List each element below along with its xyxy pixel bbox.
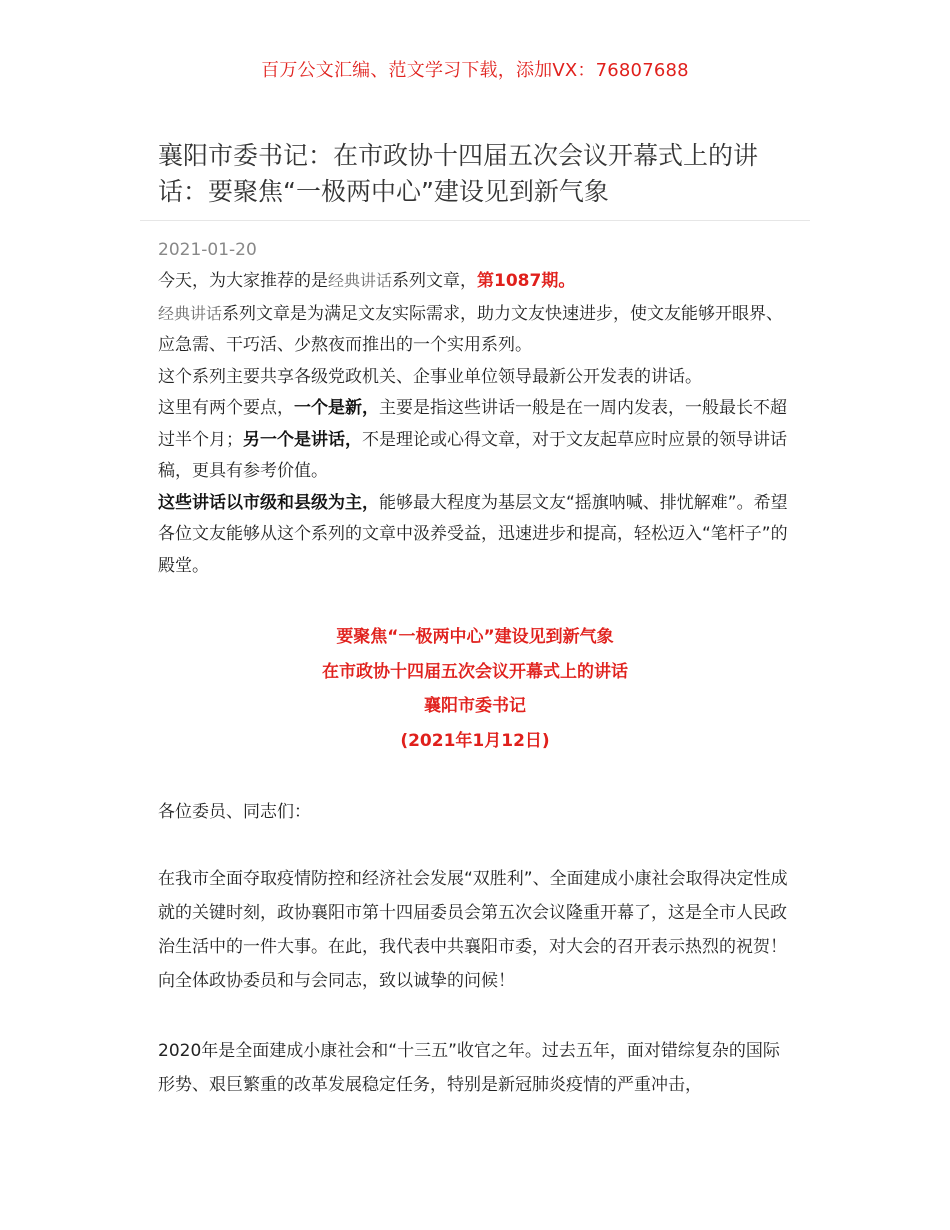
intro-text: 系列文章， — [392, 271, 478, 291]
speech-date: (2021年1月12日) — [400, 730, 550, 751]
speech-title: 要聚焦“一极两中心”建设见到新气象 — [336, 627, 614, 647]
intro-text: 主要是指这些讲话一般是在一周内发表，一般最长不超过半个月； — [158, 398, 787, 450]
issue-number: 第1087期。 — [477, 271, 576, 291]
intro-text: 能够最大程度为基层文友“摇旗呐喊、排忧解难”。希望各位文友能够从这个系列的文章中汲养受益，迅速进步和提高，轻松迈入“笔杆子”的殿堂。 — [158, 492, 788, 576]
promo-banner: 百万公文汇编、范文学习下载，添加VX：76807688 — [261, 60, 689, 81]
speech-subtitle: 在市政协十四届五次会议开幕式上的讲话 — [322, 661, 628, 682]
intro-text: 系列文章是为满足文友实际需求，助力文友快速进步，使文友能够开眼界、应急需、干巧活、少熬夜而推出的一个实用系列。 — [158, 303, 784, 355]
speech-speaker: 襄阳市委书记 — [424, 696, 526, 716]
series-name: 经典讲话 — [158, 303, 223, 323]
publish-date: 2021-01-20 — [158, 240, 257, 260]
intro-paragraph-3: 这个系列主要共享各级党政机关、企事业单位领导最新公开发表的讲话。 — [158, 366, 702, 387]
key-point-new: 一个是新， — [294, 398, 379, 418]
speech-paragraph-1: 在我市全面夺取疫情防控和经济社会发展“双胜利”、全面建成小康社会取得决定性成就的关键时刻，政协襄阳市第十四届委员会第五次会议隆重开幕了，这是全市人民政治生活中的一件大事。在此，我代表中共襄阳市委，对大会的召开表示热烈的祝贺！向全体政协委员和与会同志，致以诚挚的问候！ — [158, 869, 788, 991]
intro-paragraph-5 — [158, 488, 794, 583]
intro-text: 今天，为大家推荐的是 — [158, 271, 328, 291]
key-point-speech: 另一个是讲话， — [243, 429, 362, 450]
intro-text: 这里有两个要点， — [158, 398, 294, 418]
speech-paragraph-2: 2020年是全面建成小康社会和“十三五”收官之年。过去五年，面对错综复杂的国际形势、艰巨繁重的改革发展稳定任务，特别是新冠肺炎疫情的严重冲击， — [158, 1041, 780, 1095]
intro-paragraph-2 — [158, 298, 794, 362]
key-point-level: 这些讲话以市级和县级为主， — [158, 492, 379, 513]
intro-section — [158, 265, 794, 582]
speech-heading — [0, 620, 950, 758]
intro-paragraph-4 — [158, 393, 794, 488]
intro-paragraph-1 — [158, 265, 794, 298]
article-title: 襄阳市委书记：在市政协十四届五次会议开幕式上的讲话：要聚焦“一极两中心”建设见到新气象 — [158, 141, 759, 206]
speech-greeting: 各位委员、同志们： — [158, 802, 311, 822]
intro-text: 不是理论或心得文章，对于文友起草应时应景的领导讲话稿，更具有参考价值。 — [158, 429, 787, 481]
series-name: 经典讲话 — [328, 271, 393, 290]
title-divider — [140, 220, 810, 221]
